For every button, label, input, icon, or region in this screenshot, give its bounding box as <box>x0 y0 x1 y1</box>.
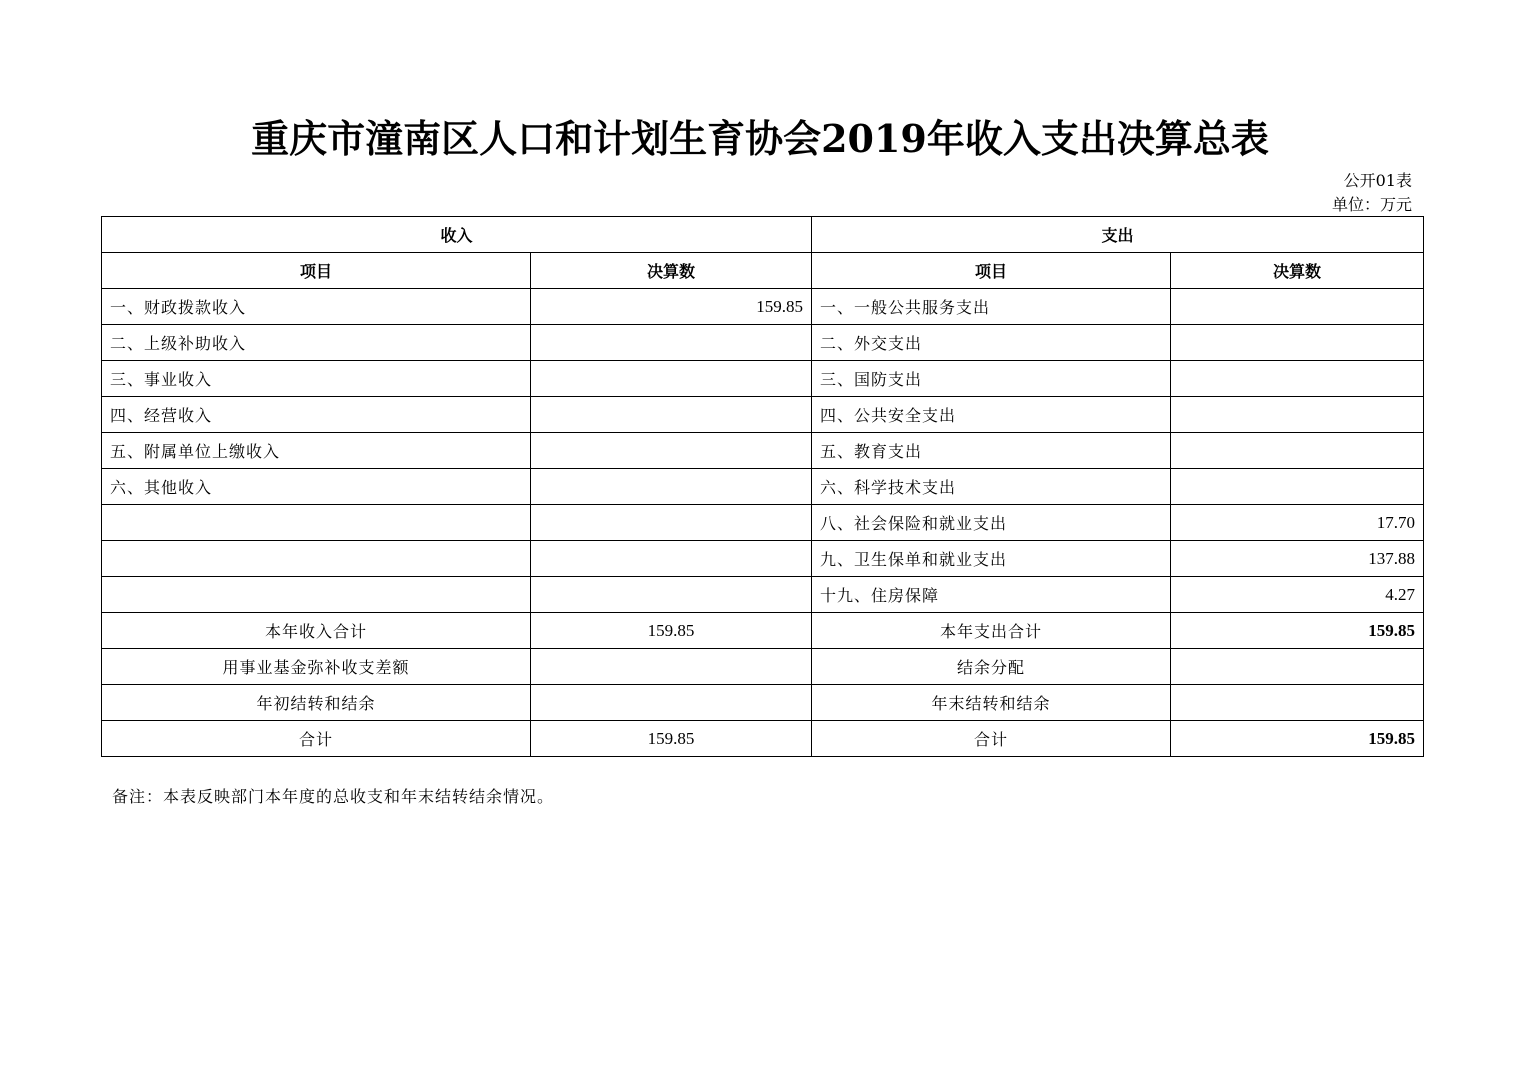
table-row <box>102 433 1424 469</box>
form-number: 公开01表 <box>1343 171 1412 190</box>
expense-item: 二、外交支出 <box>812 325 1171 361</box>
expense-amount: 17.70 <box>1171 505 1424 541</box>
income-amount-column-header: 决算数 <box>531 253 812 289</box>
footnote: 备注：本表反映部门本年度的总收支和年末结转结余情况。 <box>112 787 555 806</box>
income-item: 三、事业收入 <box>102 361 531 397</box>
income-summary-amount: 159.85 <box>531 613 812 649</box>
expense-summary-amount <box>1171 685 1424 721</box>
expense-item: 六、科学技术支出 <box>812 469 1171 505</box>
income-item <box>102 577 531 613</box>
column-header-row <box>102 253 1424 289</box>
table-row <box>102 361 1424 397</box>
income-amount <box>531 505 812 541</box>
income-item: 六、其他收入 <box>102 469 531 505</box>
expense-amount <box>1171 433 1424 469</box>
income-summary-amount <box>531 649 812 685</box>
expense-summary-amount <box>1171 649 1424 685</box>
expense-item: 九、卫生保单和就业支出 <box>812 541 1171 577</box>
table-row <box>102 505 1424 541</box>
unit-label: 单位：万元 <box>1331 195 1412 214</box>
income-total-label: 合计 <box>102 721 531 757</box>
income-item: 二、上级补助收入 <box>102 325 531 361</box>
income-amount: 159.85 <box>531 289 812 325</box>
income-summary-label: 用事业基金弥补收支差额 <box>102 649 531 685</box>
expense-item: 五、教育支出 <box>812 433 1171 469</box>
expense-total-amount: 159.85 <box>1171 721 1424 757</box>
section-header-row <box>102 217 1424 253</box>
summary-row <box>102 685 1424 721</box>
income-item-column-header: 项目 <box>102 253 531 289</box>
income-item <box>102 505 531 541</box>
table-row <box>102 541 1424 577</box>
expense-amount <box>1171 289 1424 325</box>
income-summary-amount <box>531 685 812 721</box>
expense-summary-label: 本年支出合计 <box>812 613 1171 649</box>
income-amount <box>531 541 812 577</box>
table-row <box>102 289 1424 325</box>
expense-item: 四、公共安全支出 <box>812 397 1171 433</box>
expense-item: 十九、住房保障 <box>812 577 1171 613</box>
income-summary-label: 本年收入合计 <box>102 613 531 649</box>
budget-table <box>101 216 1424 757</box>
income-amount <box>531 577 812 613</box>
income-item: 一、财政拨款收入 <box>102 289 531 325</box>
page-title: 重庆市潼南区人口和计划生育协会2019年收入支出决算总表 <box>251 116 1269 161</box>
income-amount <box>531 469 812 505</box>
expense-item-column-header: 项目 <box>812 253 1171 289</box>
expense-amount-column-header: 决算数 <box>1171 253 1424 289</box>
table-row <box>102 397 1424 433</box>
total-row <box>102 721 1424 757</box>
income-amount <box>531 397 812 433</box>
income-amount <box>531 325 812 361</box>
income-total-amount: 159.85 <box>531 721 812 757</box>
income-item <box>102 541 531 577</box>
expense-amount: 137.88 <box>1171 541 1424 577</box>
summary-row <box>102 613 1424 649</box>
income-amount <box>531 433 812 469</box>
table-row <box>102 577 1424 613</box>
expense-summary-label: 结余分配 <box>812 649 1171 685</box>
expense-amount <box>1171 397 1424 433</box>
expense-summary-amount: 159.85 <box>1171 613 1424 649</box>
summary-row <box>102 649 1424 685</box>
expense-amount <box>1171 361 1424 397</box>
income-item: 四、经营收入 <box>102 397 531 433</box>
expense-total-label: 合计 <box>812 721 1171 757</box>
expense-amount: 4.27 <box>1171 577 1424 613</box>
expense-item: 一、一般公共服务支出 <box>812 289 1171 325</box>
income-amount <box>531 361 812 397</box>
income-summary-label: 年初结转和结余 <box>102 685 531 721</box>
expense-summary-label: 年末结转和结余 <box>812 685 1171 721</box>
income-section-header: 收入 <box>102 217 812 253</box>
expense-amount <box>1171 325 1424 361</box>
expense-section-header: 支出 <box>812 217 1424 253</box>
table-row <box>102 469 1424 505</box>
expense-item: 八、社会保险和就业支出 <box>812 505 1171 541</box>
table-row <box>102 325 1424 361</box>
income-item: 五、附属单位上缴收入 <box>102 433 531 469</box>
expense-amount <box>1171 469 1424 505</box>
expense-item: 三、国防支出 <box>812 361 1171 397</box>
